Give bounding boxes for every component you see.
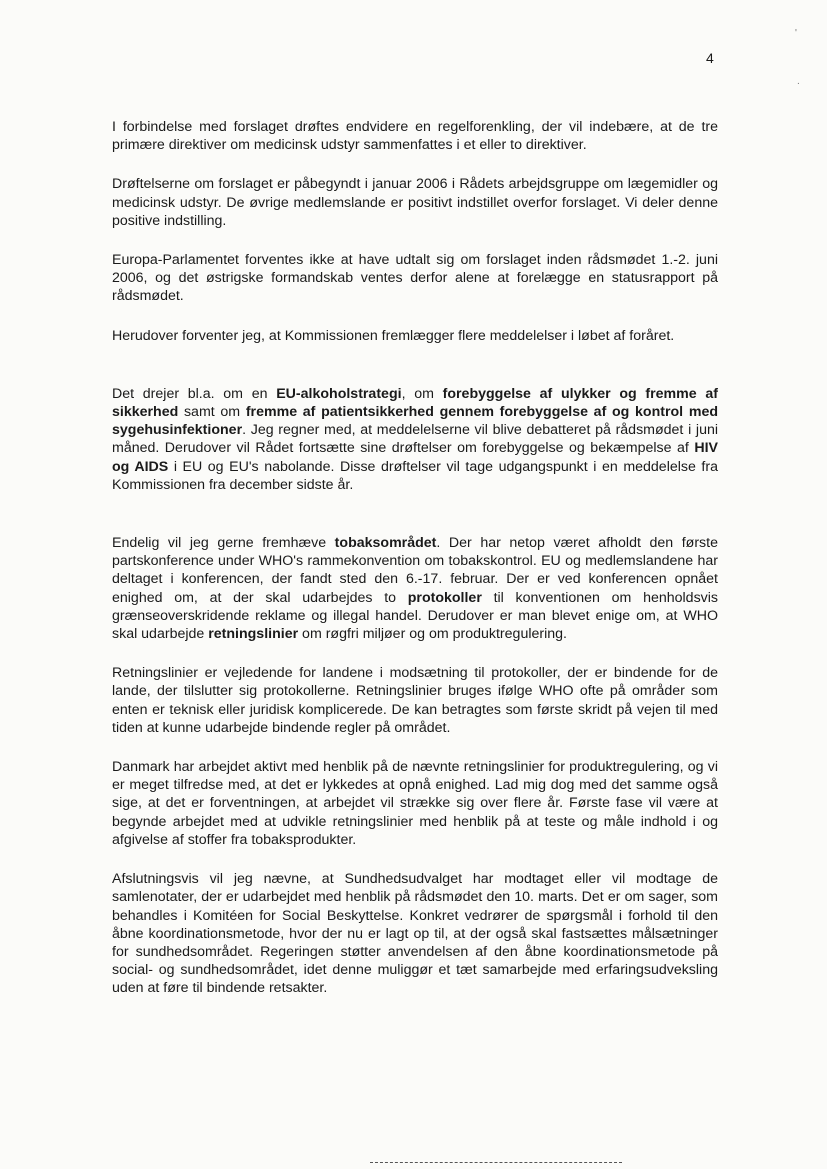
paragraph-working-group: Drøftelserne om forslaget er påbegyndt i januar 2006 i Rådets arbejdsgruppe om lægemidler og medicinsk udstyr. De øvrige medlemslande er positivt indstillet overfor forslaget. Vi deler denne positive indstilling. — [112, 176, 718, 229]
emphasis-tobacco: tobaksområdet — [334, 535, 437, 552]
emphasis-patient-safety: fremme af patientsikkerhed gennem forebyggelse af og kontrol med sygehusinfektioner — [112, 404, 718, 439]
paragraph-conclusion: Afslutningsvis vil jeg nævne, at Sundhedsudvalget har modtaget eller vil modtage de samlenotater, der er udarbejdet med henblik på rådsmødet den 10. marts. Det er om sager, som behandles i Komitéen for Social Beskyttelse. Konkret vedrører de spørgsmål i forhold til den åbne koordinationsmetode, hvor der nu er lagt op til, at der også skal fastsættes målsætninger for sundhedsområdet. Regeringen støtter anvendelsen af den åbne koordinationsmetode på social- og sundhedsområdet, idet denne muliggør et tæt samarbejde med erfaringsudveksling uden at føre til bindende retsakter. — [112, 871, 718, 997]
paragraph-strategies: Det drejer bl.a. om en EU-alkoholstrategi, om forebyggelse af ulykker og fremme af sikkerhed samt om fremme af patientsikkerhed gennem forebyggelse af og kontrol med sygehusinfektioner. Jeg regner med, at meddelelserne vil blive debatteret på rådsmødet i juni måned. Derudover vil Rådet fortsætte sine drøftelser om forebyggelse og bekæmpelse af HIV og AIDS i EU og EU's nabolande. Disse drøftelser vil tage udgangspunkt i en meddelelse fra Kommissionen fra december sidste år. — [112, 385, 718, 493]
emphasis-hiv-aids: HIV og AIDS — [112, 440, 718, 475]
page-number: 4 — [706, 50, 714, 66]
paragraph-medical-devices: I forbindelse med forslaget drøftes endvidere en regelforenkling, der vil indebære, at de tre primære direktiver om medicinsk udstyr sammenfattes i et eller to direktiver. — [112, 119, 718, 154]
emphasis-protocols: protokoller — [407, 589, 482, 606]
footer-dashed-line — [370, 1162, 622, 1163]
emphasis-accident-prevention: forebyggelse af ulykker og fremme af sikkerhed — [112, 385, 718, 421]
paragraph-tobacco: Endelig vil jeg gerne fremhæve tobaksområdet. Der har netop været afholdt den første partskonference under WHO's rammekonvention om tobakskontrol. EU og medlemslandene har deltaget i konferencen, der fandt sted den 6.-17. februar. Der er ved konferencen opnået enighed om, at der skal udarbejdes to protokoller til konventionen om henholdsvis grænseoverskridende reklame og illegal handel. Derudover er man blevet enige om, at WHO skal udarbejde retningslinier om røgfri miljøer og om produktregulering. — [112, 535, 718, 643]
emphasis-guidelines: retningslinier — [208, 626, 299, 643]
paragraph-denmark: Danmark har arbejdet aktivt med henblik på de nævnte retningslinier for produktregulering, og vi er meget tilfredse med, at det er lykkedes at opnå enighed. Lad mig dog med det samme også sige, at det er forventningen, at arbejdet vil strække sig over flere år. Første fase vil være at begynde arbejdet med at udvikle retningslinier med henblik på at teste og måle indhold i og afgivelse af stoffer fra tobaksprodukter. — [112, 759, 718, 848]
emphasis-alcohol-strategy: EU-alkoholstrategi — [276, 385, 402, 402]
paragraph-commission: Herudover forventer jeg, at Kommissionen fremlægger flere meddelelser i løbet af foråret. — [112, 327, 675, 344]
document-body — [112, 118, 718, 998]
paragraph-guidelines: Retningslinier er vejledende for landene i modsætning til protokoller, der er bindende for de lande, der tilslutter sig protokollerne. Retningslinier bruges ifølge WHO ofte på områder som enten er teknisk eller juridisk komplicerede. De kan betragtes som første skridt på vejen til med tiden at kunne udarbejde bindende regler på området. — [112, 665, 718, 736]
scan-speck: ' — [795, 28, 797, 39]
paragraph-parliament: Europa-Parlamentet forventes ikke at have udtalt sig om forslaget inden rådsmødet 1.-2. juni 2006, og det østrigske formandskab ventes derfor alene at forelægge en statusrapport på rådsmødet. — [112, 252, 718, 305]
scan-speck: . — [797, 76, 800, 87]
